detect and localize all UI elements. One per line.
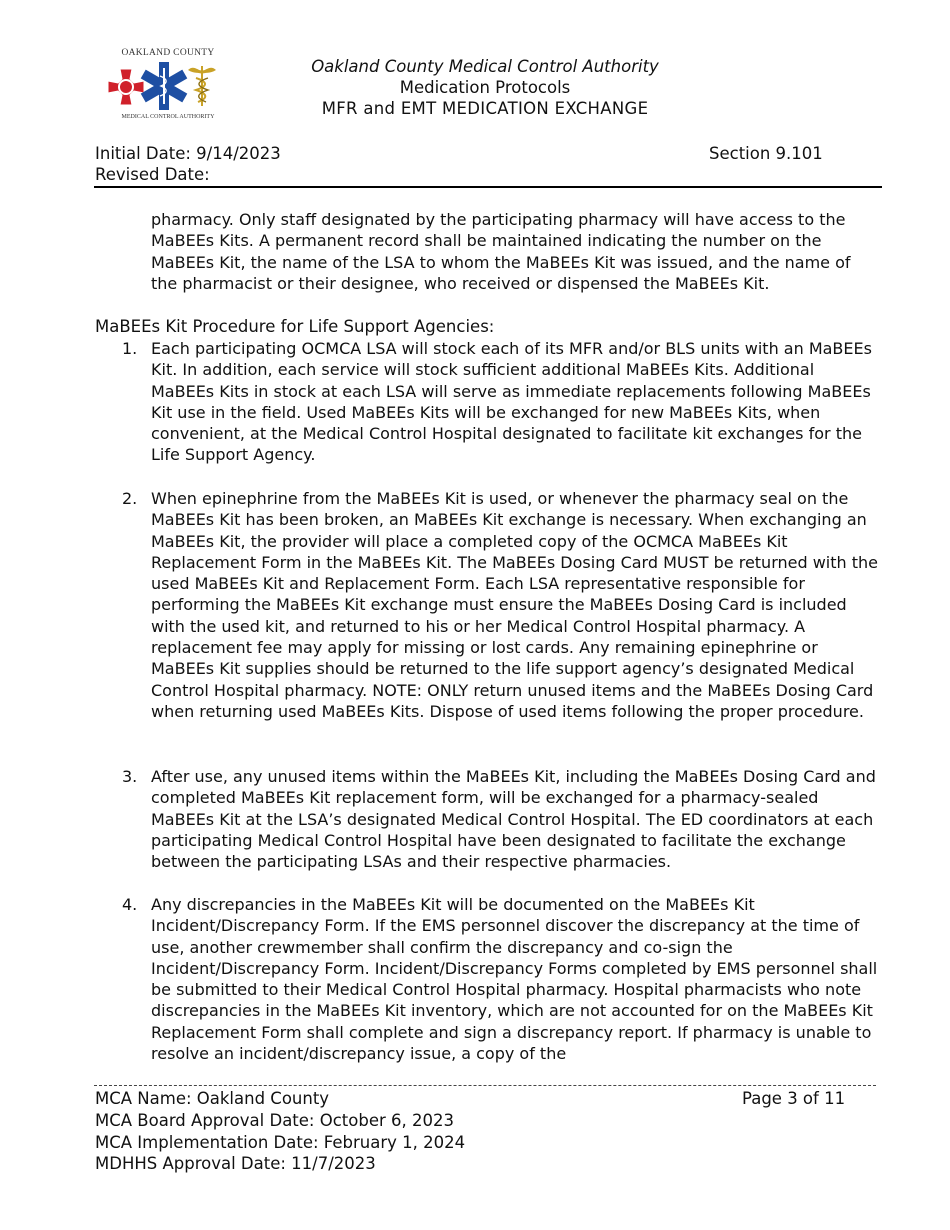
svg-text:OAKLAND COUNTY: OAKLAND COUNTY bbox=[121, 48, 215, 58]
intro-paragraph: pharmacy. Only staff designated by the participating pharmacy will have access to the MaBEEs Kits. A permanent record shall be maintained indicating the number on the MaBEEs Kit, the name of the LSA to whom the MaBEEs Kit was issued, and the name of the pharmacist or their designee, who received or dispensed the MaBEEs Kit. bbox=[151, 210, 851, 293]
protocol-title: MFR and EMT MEDICATION EXCHANGE bbox=[321, 99, 649, 118]
list-item-number: 1. bbox=[122, 339, 138, 358]
fire-cross-icon bbox=[108, 69, 144, 105]
footer-divider bbox=[94, 1085, 876, 1086]
implementation-date: MCA Implementation Date: February 1, 2024 bbox=[95, 1133, 466, 1152]
header-divider bbox=[94, 186, 882, 188]
svg-text:MEDICAL CONTROL AUTHORITY: MEDICAL CONTROL AUTHORITY bbox=[121, 114, 215, 120]
organization-name: Oakland County Medical Control Authority bbox=[311, 57, 659, 76]
initial-date: Initial Date: 9/14/2023 bbox=[95, 144, 281, 163]
revised-date: Revised Date: bbox=[95, 165, 210, 184]
section-number: Section 9.101 bbox=[709, 144, 823, 163]
list-item-number: 2. bbox=[122, 489, 138, 508]
list-item-text: When epinephrine from the MaBEEs Kit is used, or whenever the pharmacy seal on the MaBEEs Kit has been broken, an MaBEEs Kit exchange is necessary. When exchanging an MaBEEs Kit, the provider will place a completed copy of the OCMCA MaBEEs Kit Replacement Form in the MaBEEs Kit. The MaBEEs Dosing Card MUST be returned with the used MaBEEs Kit and Replacement Form. Each LSA representative responsible for performing the MaBEEs Kit exchange must ensure the MaBEEs Dosing Card is included with the used kit, and returned to his or her Medical Control Hospital pharmacy. A replacement fee may apply for missing or lost cards. Any remaining epinephrine or MaBEEs Kit supplies should be returned to the life support agency’s designated Medical Control Hospital pharmacy. NOTE: ONLY return unused items and the MaBEEs Dosing Card when returning used MaBEEs Kits. Dispose of used items following the proper procedure. bbox=[151, 489, 879, 721]
board-approval-date: MCA Board Approval Date: October 6, 2023 bbox=[95, 1111, 454, 1130]
page-number: Page 3 of 11 bbox=[742, 1089, 846, 1108]
list-item-number: 3. bbox=[122, 767, 138, 786]
star-of-life-icon bbox=[141, 62, 188, 110]
list-item-text: After use, any unused items within the MaBEEs Kit, including the MaBEEs Dosing Card and completed MaBEEs Kit replacement form, will be exchanged for a pharmacy-sealed MaBEEs Kit at the LSA’s designated Medical Control Hospital. The ED coordinators at each participating Medical Control Hospital have been designated to facilitate the exchange between the participating LSAs and their respective pharmacies. bbox=[151, 767, 876, 872]
list-item-text: Each participating OCMCA LSA will stock each of its MFR and/or BLS units with an MaBEEs Kit. In addition, each service will stock sufficient additional MaBEEs Kits. Additional MaBEEs Kits in stock at each LSA will serve as immediate replacements following MaBEEs Kit use in the field. Used MaBEEs Kits will be exchanged for new MaBEEs Kits, when convenient, at the Medical Control Hospital designated to facilitate kit exchanges for the Life Support Agency. bbox=[151, 339, 872, 465]
protocol-group: Medication Protocols bbox=[399, 78, 571, 97]
mdhhs-approval-date: MDHHS Approval Date: 11/7/2023 bbox=[95, 1154, 376, 1173]
list-item-number: 4. bbox=[122, 895, 138, 914]
list-item-text: Any discrepancies in the MaBEEs Kit will be documented on the MaBEEs Kit Incident/Discrepancy Form. If the EMS personnel discover the discrepancy at the time of use, another crewmember shall confirm the discrepancy and co-sign the Incident/Discrepancy Form. Incident/Discrepancy Forms completed by EMS personnel shall be submitted to their Medical Control Hospital pharmacy. Hospital pharmacists who note discrepancies in the MaBEEs Kit inventory, which are not accounted for on the MaBEEs Kit Replacement Form shall complete and sign a discrepancy report. If pharmacy is unable to resolve an incident/discrepancy issue, a copy of the bbox=[151, 895, 878, 1064]
procedure-heading: MaBEEs Kit Procedure for Life Support Agencies: bbox=[95, 317, 495, 336]
mca-name: MCA Name: Oakland County bbox=[95, 1089, 330, 1108]
